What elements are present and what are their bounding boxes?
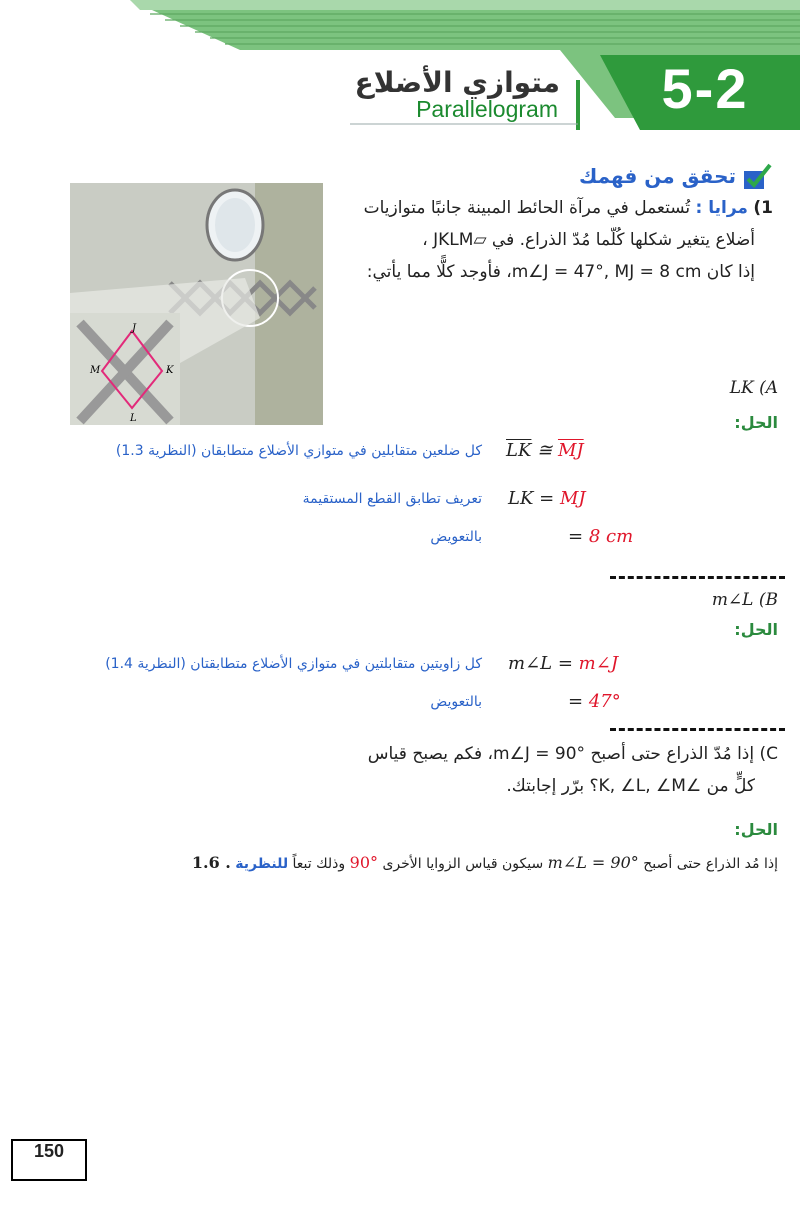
part-a-step-1-reason: كل ضلعين متقابلين في متوازي الأضلاع متطابقان (النظرية 1.3) bbox=[115, 443, 482, 459]
part-c-line-2: كلٍّ من ∠K, ∠L, ∠M؟ برّر إجابتك. bbox=[506, 776, 755, 796]
problem-text-1: تُستعمل في مرآة الحائط المبينة جانبًا متوازيات bbox=[363, 198, 691, 218]
divider-2 bbox=[610, 728, 785, 731]
vertex-label-l: L bbox=[130, 413, 137, 424]
part-c-answer-post: وذلك تبعاً bbox=[292, 856, 346, 872]
part-a-step-1-math: $\overline{LK}$ ≅ $\overline{MJ}$ bbox=[506, 440, 584, 461]
part-c-answer-value: 90° bbox=[349, 853, 378, 872]
part-c-answer-pre: إذا مُد الذراع حتى أصبح bbox=[643, 856, 778, 872]
part-a-step-2-math: LK = MJ bbox=[508, 488, 586, 509]
mirror-figure bbox=[70, 183, 323, 425]
problem-line-1 bbox=[335, 198, 773, 218]
check-icon bbox=[742, 163, 772, 191]
part-c-answer-num: 1.6 . bbox=[191, 853, 231, 872]
vertex-label-m: M bbox=[90, 365, 101, 376]
part-c-answer bbox=[20, 853, 778, 872]
lesson-number: 5-2 bbox=[661, 57, 749, 120]
part-a-step-3-reason: بالتعويض bbox=[430, 529, 482, 545]
part-b-step-2-math: = 47° bbox=[568, 691, 621, 712]
lesson-title-ar: متوازي الأضلاع bbox=[354, 66, 560, 99]
part-c-answer-ref: للنظرية bbox=[235, 856, 289, 872]
part-c-solution-label: الحل: bbox=[734, 820, 778, 839]
part-b-step-1-reason: كل زاويتين متقابلتين في متوازي الأضلاع متطابقتان (النظرية 1.4) bbox=[105, 656, 482, 672]
part-a-step-3-math: = 8 cm bbox=[568, 526, 634, 547]
divider-1 bbox=[610, 576, 785, 579]
part-b-step-1-math: m∠L = m∠J bbox=[508, 653, 619, 674]
part-b-solution-label: الحل: bbox=[734, 620, 778, 639]
part-c-answer-math: m∠L = 90° bbox=[547, 853, 639, 872]
part-c-answer-mid: سيكون قياس الزوايا الأخرى bbox=[382, 856, 544, 872]
problem-number: 1) bbox=[753, 198, 773, 218]
vertex-label-k: K bbox=[166, 365, 174, 376]
problem-keyword: مرايا : bbox=[695, 198, 748, 218]
part-c-line-1: C) إذا مُدّ الذراع حتى أصبح m∠J = 90°، فكم يصبح قياس bbox=[367, 744, 778, 764]
part-a-step-2-reason: تعريف تطابق القطع المستقيمة bbox=[302, 491, 482, 507]
lesson-title-en: Parallelogram bbox=[416, 96, 558, 122]
vertex-label-j: J bbox=[132, 323, 137, 334]
check-heading: تحقق من فهمك bbox=[579, 164, 736, 188]
part-a-solution-label: الحل: bbox=[734, 413, 778, 432]
part-b-step-2-reason: بالتعويض bbox=[430, 694, 482, 710]
page-number: 150 bbox=[11, 1139, 87, 1181]
problem-line-2: أضلاع يتغير شكلها كُلّما مُدّ الذراع. في ▱JKLM ، bbox=[422, 230, 755, 250]
problem-line-3: إذا كان m∠J = 47°, MJ = 8 cm، فأوجد كلًّا مما يأتي: bbox=[366, 262, 755, 282]
part-a-label: LK (A bbox=[729, 378, 778, 398]
part-b-label: m∠L (B bbox=[711, 590, 778, 610]
